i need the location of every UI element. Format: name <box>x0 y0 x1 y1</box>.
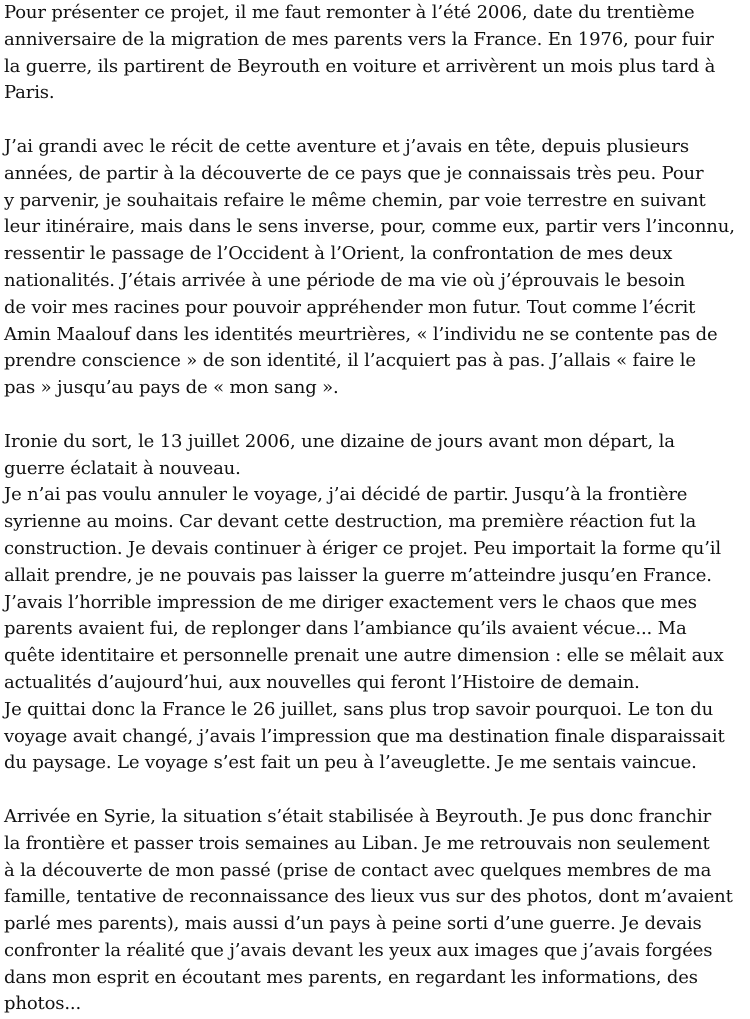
text-line: prendre conscience » de son identité, il l’acquiert pas à pas. J’allais « faire le <box>4 350 696 372</box>
document-page <box>4 0 746 1018</box>
text-line: Ironie du sort, le 13 juillet 2006, une dizaine de jours avant mon départ, la <box>4 430 675 452</box>
text-line: parents avaient fui, de replonger dans l’ambiance qu’ils avaient vécue... Ma <box>4 618 687 640</box>
text-line: confronter la réalité que j’avais devant les yeux aux images que j’avais forgées <box>4 939 713 961</box>
text-line: parlé mes parents), mais aussi d’un pays à peine sorti d’une guerre. Je devais <box>4 913 702 935</box>
paragraph-background <box>4 134 746 402</box>
paragraph-spacer <box>4 777 746 804</box>
text-line: nationalités. J’étais arrivée à une période de ma vie où j’éprouvais le besoin <box>4 269 686 291</box>
text-line: ressentir le passage de l’Occident à l’Orient, la confrontation de mes deux <box>4 243 673 265</box>
text-line: pas » jusqu’au pays de « mon sang ». <box>4 377 339 399</box>
paragraph-lebanon <box>4 804 746 1018</box>
paragraph-spacer <box>4 402 746 429</box>
text-line: Amin Maalouf dans les identités meurtrières, « l’individu ne se contente pas de <box>4 323 718 345</box>
text-line: dans mon esprit en écoutant mes parents, en regardant les informations, des <box>4 966 698 988</box>
text-line: à la découverte de mon passé (prise de contact avec quelques membres de ma <box>4 859 712 881</box>
text-line: années, de partir à la découverte de ce pays que je connaissais très peu. Pour <box>4 162 704 184</box>
text-line: Je n’ai pas voulu annuler le voyage, j’ai décidé de partir. Jusqu’à la frontière <box>4 484 688 506</box>
paragraph-spacer <box>4 107 746 134</box>
text-line: syrienne au moins. Car devant cette destruction, ma première réaction fut la <box>4 511 697 533</box>
paragraph-intro <box>4 0 746 107</box>
text-line: Pour présenter ce projet, il me faut remonter à l’été 2006, date du trentième <box>4 2 695 23</box>
text-line: guerre éclatait à nouveau. <box>4 457 241 479</box>
text-line: leur itinéraire, mais dans le sens inverse, pour, comme eux, partir vers l’inconnu, <box>4 216 735 238</box>
text-line: de voir mes racines pour pouvoir appréhender mon futur. Tout comme l’écrit <box>4 296 696 318</box>
paragraph-war <box>4 429 746 777</box>
text-line: actualités d’aujourd’hui, aux nouvelles qui feront l’Histoire de demain. <box>4 671 640 693</box>
text-line: allait prendre, je ne pouvais pas laisser la guerre m’atteindre jusqu’en France. <box>4 564 712 586</box>
text-line: J’ai grandi avec le récit de cette aventure et j’avais en tête, depuis plusieurs <box>4 135 689 157</box>
text-line: quête identitaire et personnelle prenait une autre dimension : elle se mêlait aux <box>4 645 724 667</box>
text-line: Arrivée en Syrie, la situation s’était stabilisée à Beyrouth. Je pus donc franchir <box>4 805 712 827</box>
text-line: la guerre, ils partirent de Beyrouth en voiture et arrivèrent un mois plus tard à <box>4 55 716 77</box>
text-line: du paysage. Le voyage s’est fait un peu à l’aveuglette. Je me sentais vaincue. <box>4 752 697 774</box>
text-line: construction. Je devais continuer à ériger ce projet. Peu importait la forme qu’il <box>4 537 722 559</box>
text-line: Paris. <box>4 82 55 104</box>
text-line: la frontière et passer trois semaines au Liban. Je me retrouvais non seulement <box>4 832 710 854</box>
text-line: Je quittai donc la France le 26 juillet, sans plus trop savoir pourquoi. Le ton du <box>4 698 714 720</box>
text-line: anniversaire de la migration de mes parents vers la France. En 1976, pour fuir <box>4 28 714 50</box>
text-line: photos... <box>4 993 82 1015</box>
text-line: y parvenir, je souhaitais refaire le même chemin, par voie terrestre en suivant <box>4 189 706 211</box>
text-line: J’avais l’horrible impression de me diriger exactement vers le chaos que mes <box>4 591 697 613</box>
text-line: famille, tentative de reconnaissance des lieux vus sur des photos, dont m’avaient <box>4 886 733 908</box>
text-line: voyage avait changé, j’avais l’impression que ma destination finale disparaissait <box>4 725 725 747</box>
